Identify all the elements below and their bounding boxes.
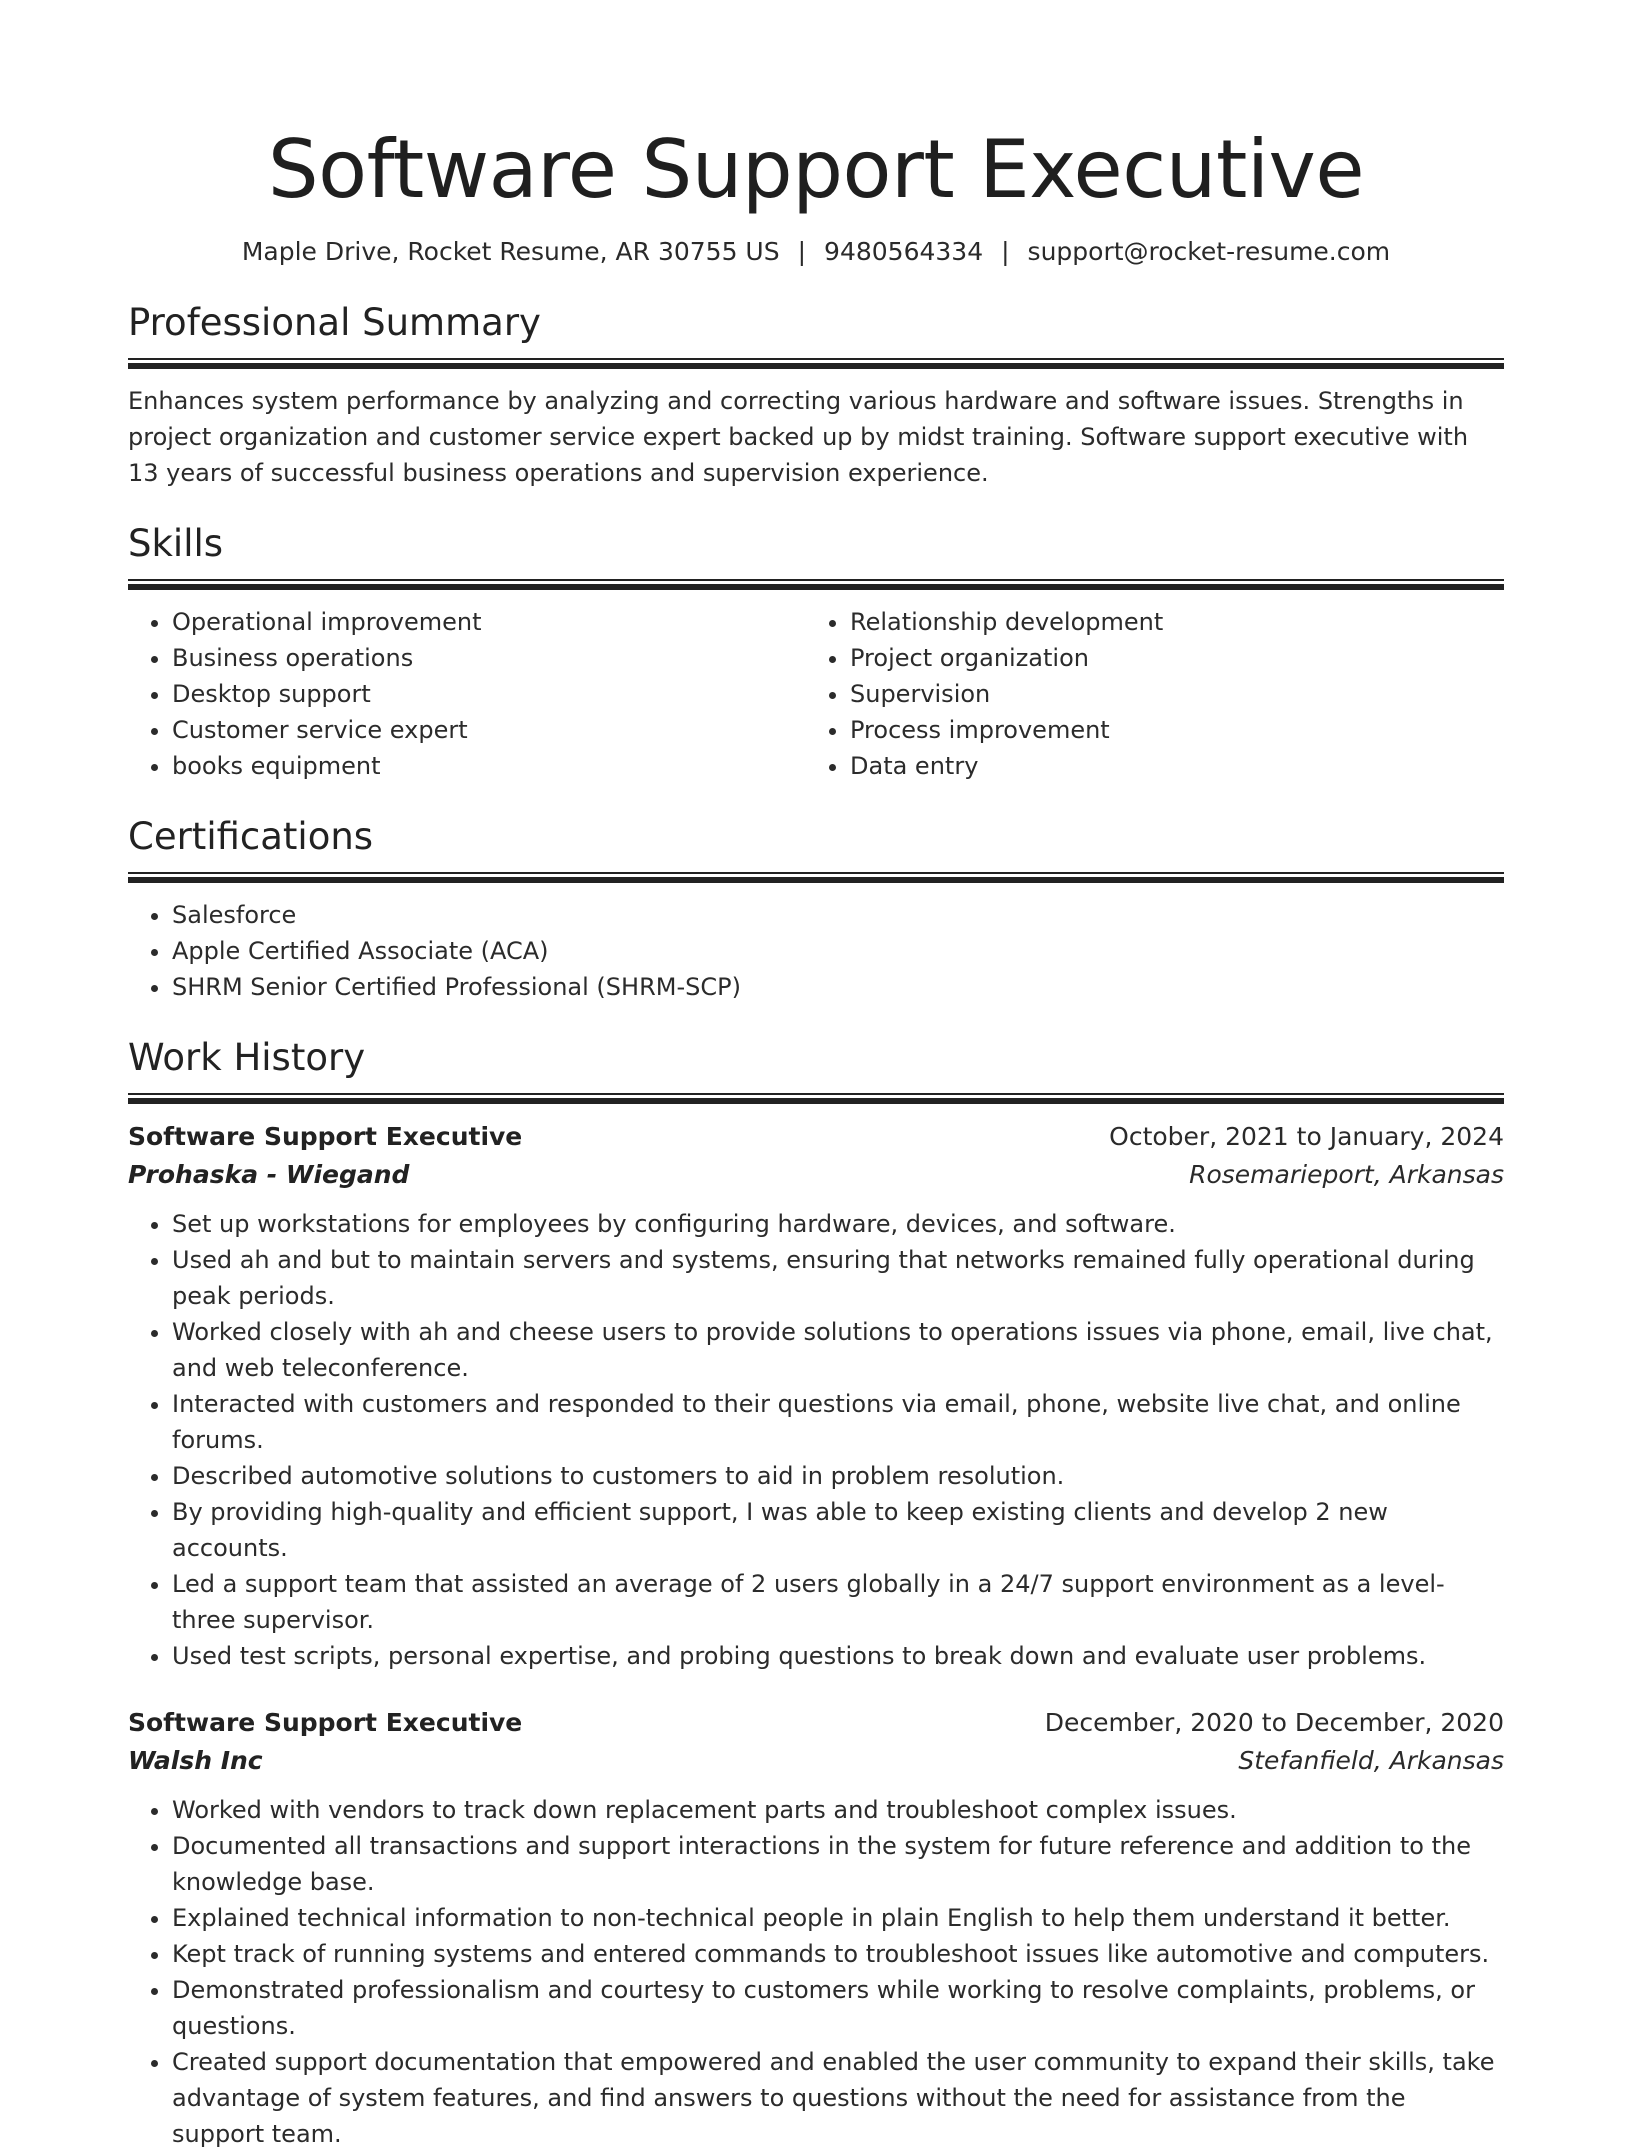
certification-item: • SHRM Senior Certified Professional (SHRM-SCP): [172, 969, 1504, 1005]
skill-item: • Business operations: [172, 640, 806, 676]
section-divider: [128, 358, 1504, 369]
job-bullet: • Created support documentation that empowered and enabled the user community to expand their skills, take advantage of system features, and find answers to questions without the need for assistance from the support team.: [172, 2044, 1504, 2152]
resume-page: [128, 0, 1504, 2152]
job-bullets: [128, 1206, 1504, 1674]
skill-item: • Data entry: [850, 748, 1484, 784]
job-bullet: • Explained technical information to non-technical people in plain English to help them understand it better.: [172, 1900, 1504, 1936]
job-bullet: • Used ah and but to maintain servers and systems, ensuring that networks remained fully operational during peak periods.: [172, 1242, 1504, 1314]
job-header-row: [128, 1704, 1504, 1742]
job-bullet: • Set up workstations for employees by configuring hardware, devices, and software.: [172, 1206, 1504, 1242]
contact-separator: |: [1001, 237, 1010, 266]
section-title-certifications: Certifications: [128, 815, 374, 858]
job-bullet: • Used test scripts, personal expertise, and probing questions to break down and evaluate user problems.: [172, 1638, 1504, 1674]
job-entry: [128, 1704, 1504, 2152]
summary-text: Enhances system performance by analyzing and correcting various hardware and software issues. Strengths in project organization and customer service expert backed up by midst training. Software support executive with 13 years of successful business operations and supervision experience.: [128, 387, 1469, 487]
job-subheader-row: [128, 1742, 1504, 1780]
job-bullet: • By providing high-quality and efficient support, I was able to keep existing clients and develop 2 new accounts.: [172, 1494, 1504, 1566]
section-divider: [128, 1093, 1504, 1104]
job-entry: [128, 1118, 1504, 1674]
section-title-skills: Skills: [128, 522, 224, 565]
skill-item: • Supervision: [850, 676, 1484, 712]
skill-item: • Operational improvement: [172, 604, 806, 640]
job-bullet: • Interacted with customers and responded to their questions via email, phone, website live chat, and online forums.: [172, 1386, 1504, 1458]
section-divider: [128, 579, 1504, 590]
skill-item: • books equipment: [172, 748, 806, 784]
skill-item: • Relationship development: [850, 604, 1484, 640]
resume-name: Software Support Executive: [267, 123, 1365, 216]
skill-item: • Process improvement: [850, 712, 1484, 748]
job-bullet: • Kept track of running systems and entered commands to troubleshoot issues like automotive and computers.: [172, 1936, 1504, 1972]
job-subheader-row: [128, 1156, 1504, 1194]
skills-section: [128, 519, 1504, 784]
job-bullets: [128, 1792, 1504, 2152]
job-location: Rosemarieport, Arkansas: [1189, 1160, 1504, 1189]
certification-item: • Salesforce: [172, 897, 1504, 933]
job-title: Software Support Executive: [128, 1122, 523, 1151]
certifications-section: [128, 812, 1504, 1005]
job-header-row: [128, 1118, 1504, 1156]
work-history-section: [128, 1033, 1504, 2152]
certifications-list: [128, 897, 1504, 1005]
job-location: Stefanfield, Arkansas: [1238, 1746, 1504, 1775]
contact-email: support@rocket-resume.com: [1027, 237, 1391, 266]
job-dates: October, 2021 to January, 2024: [1109, 1122, 1504, 1151]
skills-list-right: [806, 604, 1484, 784]
job-bullet: • Worked with vendors to track down replacement parts and troubleshoot complex issues.: [172, 1792, 1504, 1828]
job-bullet: • Demonstrated professionalism and courtesy to customers while working to resolve complaints, problems, or questions.: [172, 1972, 1504, 2044]
certification-item: • Apple Certified Associate (ACA): [172, 933, 1504, 969]
section-title-work-history: Work History: [128, 1036, 366, 1079]
skill-item: • Desktop support: [172, 676, 806, 712]
job-bullet: • Led a support team that assisted an average of 2 users globally in a 24/7 support environment as a level-three supervisor.: [172, 1566, 1504, 1638]
contact-separator: |: [797, 237, 807, 266]
job-dates: December, 2020 to December, 2020: [1044, 1708, 1504, 1737]
job-bullet: • Described automotive solutions to customers to aid in problem resolution.: [172, 1458, 1504, 1494]
summary-section: [128, 298, 1504, 491]
job-bullet: • Documented all transactions and support interactions in the system for future reference and addition to the knowledge base.: [172, 1828, 1504, 1900]
section-title-summary: Professional Summary: [128, 301, 541, 344]
skills-grid: [128, 604, 1504, 784]
contact-phone: 9480564334: [824, 237, 984, 266]
skill-item: • Project organization: [850, 640, 1484, 676]
job-bullet: • Worked closely with ah and cheese users to provide solutions to operations issues via phone, email, live chat, and web teleconference.: [172, 1314, 1504, 1386]
skills-list-left: [128, 604, 806, 784]
job-company: Prohaska - Wiegand: [128, 1160, 410, 1189]
job-title: Software Support Executive: [128, 1708, 523, 1737]
contact-address: Maple Drive, Rocket Resume, AR 30755 US: [241, 237, 780, 266]
job-company: Walsh Inc: [128, 1746, 263, 1775]
skill-item: • Customer service expert: [172, 712, 806, 748]
contact-line: [128, 234, 1504, 270]
section-divider: [128, 872, 1504, 883]
